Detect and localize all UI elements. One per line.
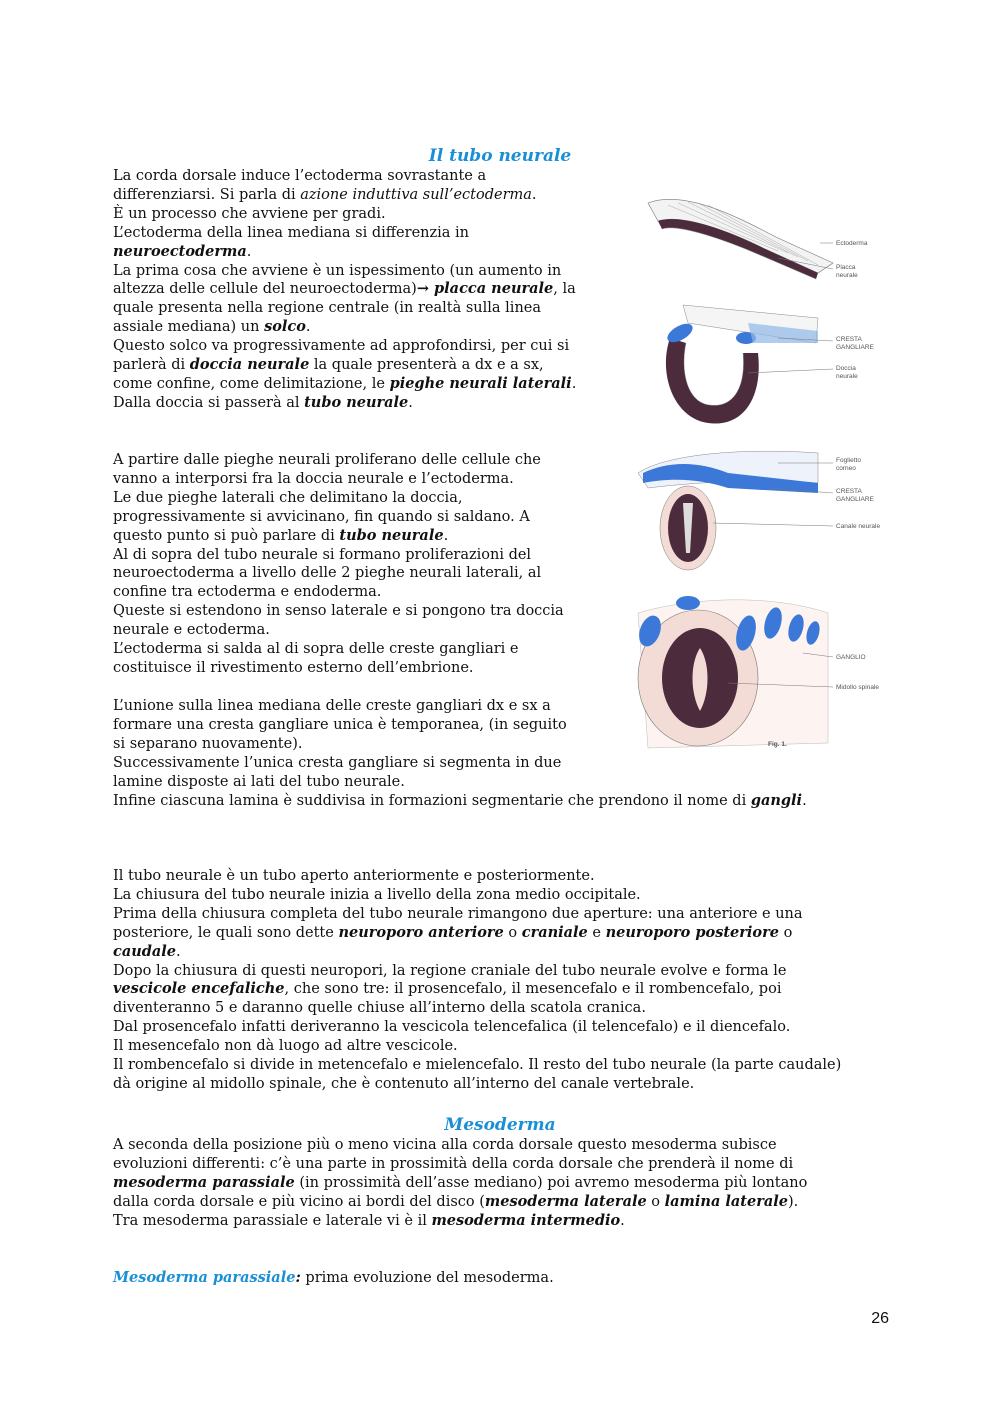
neural-tube-figure	[628, 183, 890, 755]
figure-caption: Fig. 1.	[768, 741, 787, 748]
text-line: come confine, come delimitazione, le pieghe neurali laterali.	[113, 374, 577, 392]
text-line: neuroectoderma a livello delle 2 pieghe neurali laterali, al	[113, 565, 542, 582]
text-line: L’ectoderma della linea mediana si differenzia in	[113, 224, 469, 241]
text-line: costituisce il rivestimento esterno dell’embrione.	[113, 659, 474, 676]
text-line: Tra mesoderma parassiale e laterale vi è il mesoderma intermedio.	[113, 1211, 625, 1229]
key-term: mesoderma intermedio	[431, 1211, 621, 1229]
key-term: neuroporo posteriore	[605, 923, 779, 941]
text-line: differenziarsi. Si parla di azione induttiva sull’ectoderma.	[113, 186, 537, 203]
label-foglietto: Foglietto	[836, 457, 861, 464]
paragraph-mesoderma	[113, 1136, 807, 1231]
text-line: caudale.	[113, 942, 181, 960]
neural-groove-stage	[664, 305, 833, 424]
subheading-term: Mesoderma parassiale	[113, 1269, 296, 1286]
key-term: caudale	[113, 942, 177, 960]
text-line: L’ectoderma si salda al di sopra delle creste gangliari e	[113, 641, 519, 658]
text-line: Prima della chiusura completa del tubo neurale rimangono due aperture: una anteriore e una	[113, 905, 803, 922]
text-line: neuroectoderma.	[113, 242, 252, 260]
text-line: Il tubo neurale è un tubo aperto anteriormente e posteriormente.	[113, 868, 595, 884]
label-gangliare-1: GANGLIARE	[836, 344, 874, 351]
neural-canal-stage	[638, 451, 833, 570]
text-line: Dalla doccia si passerà al tubo neurale.	[113, 393, 413, 411]
neural-plate-stage	[648, 199, 833, 279]
text-line: lamine disposte ai lati del tubo neurale.	[113, 773, 405, 790]
text-line: vanno a interporsi fra la doccia neurale e l’ectoderma.	[113, 470, 514, 487]
label-cresta-1: CRESTA	[836, 336, 862, 343]
text-line: La corda dorsale induce l’ectoderma sovrastante a	[113, 168, 487, 184]
label-placca-neurale: neurale	[836, 272, 858, 279]
text-line: A partire dalle pieghe neurali proliferano delle cellule che	[113, 452, 541, 468]
key-term: doccia neurale	[189, 356, 310, 374]
text-line: quale presenta nella regione centrale (in realtà sulla linea	[113, 300, 542, 317]
text-line: evoluzioni differenti: c’è una parte in prossimità della corda dorsale che prenderà il nome di	[113, 1155, 794, 1172]
text-line: si separano nuovamente).	[113, 735, 303, 752]
text-line: Al di sopra del tubo neurale si formano proliferazioni del	[113, 546, 532, 563]
text-line: L’unione sulla linea mediana delle creste gangliari dx e sx a	[113, 698, 551, 714]
text-line: Mesoderma parassiale: prima evoluzione del mesoderma.	[113, 1269, 554, 1286]
key-term: mesoderma parassiale	[113, 1173, 295, 1191]
text-line: Il rombencefalo si divide in metencefalo e mielencefalo. Il resto del tubo neurale (la parte caudale)	[113, 1057, 842, 1074]
label-gangliare-2: GANGLIARE	[836, 496, 874, 503]
paragraph-neural-folds	[113, 451, 564, 678]
key-term: neuroectoderma	[113, 242, 247, 260]
label-cresta-2: CRESTA	[836, 488, 862, 495]
text-line: assiale mediana) un solco.	[113, 318, 311, 336]
text-line: dalla corda dorsale e più vicino ai bordi del disco (mesoderma laterale o lamina laterale).	[113, 1192, 799, 1210]
text-line: confine tra ectoderma e endoderma.	[113, 584, 382, 601]
text-line: Dal prosencefalo infatti deriveranno la vescicola telencefalica (il telencefalo) e il diencefalo.	[113, 1019, 791, 1036]
key-term: solco	[264, 318, 306, 336]
text-line: parlerà di doccia neurale la quale presenterà a dx e a sx,	[113, 356, 544, 374]
text-line: A seconda della posizione più o meno vicina alla corda dorsale questo mesoderma subisce	[113, 1137, 777, 1153]
label-doccia-neurale: neurale	[836, 373, 858, 380]
label-placca: Placca	[836, 264, 856, 271]
label-doccia: Doccia	[836, 365, 856, 372]
key-term: pieghe neurali laterali	[389, 374, 572, 392]
key-term: vescicole encefaliche	[113, 980, 285, 998]
label-ganglio: GANGLIO	[836, 654, 866, 661]
spinal-cord-stage	[635, 596, 833, 748]
key-term: placca neurale	[434, 280, 554, 298]
paragraph-intro	[113, 167, 576, 413]
text-line: altezza delle cellule del neuroectoderma)→ placca neurale, la	[113, 280, 576, 298]
paragraph-neuropores	[113, 867, 841, 1094]
text-line: Dopo la chiusura di questi neuropori, la regione craniale del tubo neurale evolve e forma le	[113, 962, 787, 979]
text-line: questo punto si può parlare di tubo neurale.	[113, 526, 449, 544]
page-number: 26	[871, 1310, 889, 1327]
text-line: La prima cosa che avviene è un ispessimento (un aumento in	[113, 262, 562, 279]
label-midollo-spinale: Midollo spinale	[836, 684, 879, 691]
key-term: craniale	[521, 923, 588, 941]
text-line: dà origine al midollo spinale, che è contenuto all’interno del canale vertebrale.	[113, 1075, 695, 1092]
text-line: Le due pieghe laterali che delimitano la doccia,	[113, 489, 463, 506]
text-line: Questo solco va progressivamente ad approfondirsi, per cui si	[113, 338, 570, 355]
text-line: Successivamente l’unica cresta gangliare si segmenta in due	[113, 754, 562, 771]
text-line: Queste si estendono in senso laterale e si pongono tra doccia	[113, 603, 564, 620]
text-line: formare una cresta gangliare unica è temporanea, (in seguito	[113, 716, 567, 733]
key-term: neuroporo anteriore	[338, 923, 504, 941]
text-line: È un processo che avviene per gradi.	[113, 205, 386, 222]
key-term: lamina laterale	[664, 1192, 788, 1210]
text-line: Il mesencefalo non dà luogo ad altre vescicole.	[113, 1038, 458, 1055]
key-term: tubo neurale	[304, 393, 409, 411]
text-line: mesoderma parassiale (in prossimità dell’asse mediano) poi avremo mesoderma più lontano	[113, 1173, 808, 1191]
key-term: gangli	[750, 791, 803, 809]
text-line: vescicole encefaliche, che sono tre: il prosencefalo, il mesencefalo e il rombencefalo, poi	[113, 980, 782, 998]
key-term: mesoderma laterale	[484, 1192, 647, 1210]
label-canale-neurale: Canale neurale	[836, 523, 881, 530]
label-ectoderma: Ectoderma	[836, 240, 868, 247]
text-line: diventeranno 5 e daranno quelle chiuse all’interno della scatola cranica.	[113, 1000, 646, 1017]
key-term: tubo neurale	[339, 526, 444, 544]
text-line: neurale e ectoderma.	[113, 622, 270, 639]
italic-term: azione induttiva sull’ectoderma	[300, 186, 532, 203]
paragraph-mesoderma-parassiale	[113, 1269, 554, 1288]
text-line: posteriore, le quali sono dette neuroporo anteriore o craniale e neuroporo posteriore o	[113, 923, 793, 941]
arrow-icon: →	[416, 280, 435, 298]
text-line: La chiusura del tubo neurale inizia a livello della zona medio occipitale.	[113, 886, 641, 903]
label-corneo: corneo	[836, 465, 856, 472]
text-line: progressivamente si avvicinano, fin quando si saldano. A	[113, 508, 530, 525]
text-line: Infine ciascuna lamina è suddivisa in formazioni segmentarie che prendono il nome di gangli.	[113, 791, 807, 809]
section-title-tubo-neurale: Il tubo neurale	[428, 146, 572, 166]
section-title-mesoderma: Mesoderma	[444, 1115, 556, 1135]
